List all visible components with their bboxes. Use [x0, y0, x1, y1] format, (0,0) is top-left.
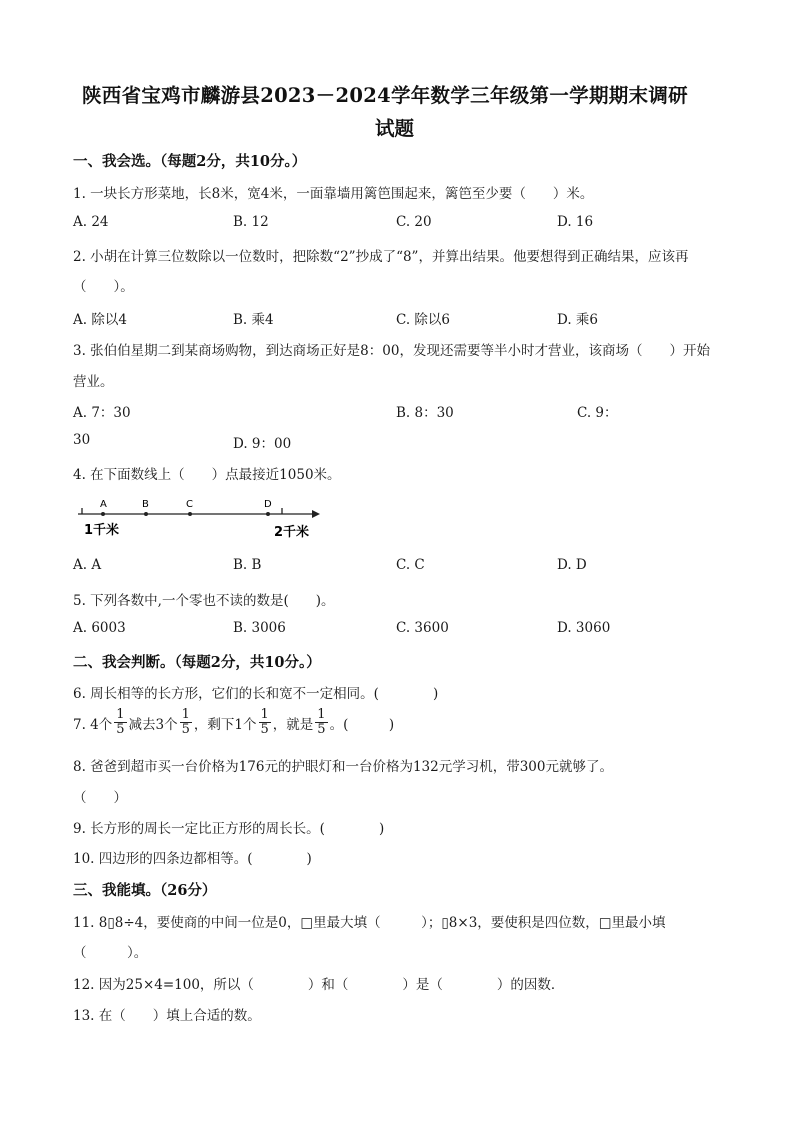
- point-b-label: B: [142, 499, 149, 510]
- q7-part1: 7. 4个: [73, 716, 113, 733]
- q4-option-d: D. D: [557, 557, 587, 573]
- q3-option-a: A. 7：30: [73, 405, 131, 421]
- question-6: 6. 周长相等的长方形，它们的长和宽不一定相同。( ): [73, 686, 439, 702]
- number-line: [70, 492, 330, 542]
- end-label: 2千米: [274, 525, 310, 540]
- question-13: 13. 在（ ）填上合适的数。: [73, 1008, 261, 1024]
- question-7: [73, 708, 394, 737]
- q3-option-d: D. 9：00: [233, 436, 292, 452]
- q5-option-b: B. 3006: [233, 620, 286, 636]
- q3-option-c: C. 9：: [577, 405, 618, 421]
- question-1: 1. 一块长方形菜地，长8米，宽4米，一面靠墙用篱笆围起来，篱笆至少要（ ）米。: [73, 186, 594, 202]
- question-3: 3. 张伯伯星期二到某商场购物，到达商场正好是8：00，发现还需要等半小时才营业，该商场（ ）开始: [73, 343, 710, 359]
- point-c-label: C: [186, 499, 193, 510]
- point-b: [144, 512, 148, 516]
- section-heading-judge: 二、我会判断。（每题2分，共10分。）: [73, 654, 321, 671]
- q2-option-c: C. 除以6: [396, 312, 451, 328]
- point-d: [266, 512, 270, 516]
- q1-option-a: A. 24: [73, 214, 109, 230]
- q4-option-b: B. B: [233, 557, 262, 573]
- q7-part4: ，就是: [272, 716, 314, 733]
- question-2-cont: （ ）。: [73, 279, 134, 295]
- fraction-one-fifth: $\frac{1}{5}$: [181, 707, 190, 737]
- q2-option-b: B. 乘4: [233, 312, 274, 328]
- section-heading-fill: 三、我能填。（26分）: [73, 882, 217, 899]
- start-label: 1千米: [84, 523, 120, 538]
- q2-option-d: D. 乘6: [557, 312, 599, 328]
- point-a: [101, 512, 105, 516]
- q4-option-a: A. A: [73, 557, 102, 573]
- q1-option-b: B. 12: [233, 214, 269, 230]
- fraction-one-fifth: $\frac{1}{5}$: [260, 707, 269, 737]
- page-title: 陕西省宝鸡市麟游县2023－2024学年数学三年级第一学期期末调研: [82, 84, 688, 107]
- question-4: 4. 在下面数线上（ ）点最接近1050米。: [73, 467, 341, 483]
- question-3-cont: 营业。: [73, 374, 114, 390]
- section-heading-choice: 一、我会选。（每题2分，共10分。）: [73, 153, 307, 170]
- q4-option-c: C. C: [396, 557, 425, 573]
- fraction-one-fifth: $\frac{1}{5}$: [317, 707, 326, 737]
- number-line-arrow: [312, 510, 320, 518]
- point-c: [188, 512, 192, 516]
- q1-option-c: C. 20: [396, 214, 432, 230]
- q5-option-c: C. 3600: [396, 620, 449, 636]
- question-10: 10. 四边形的四条边都相等。( ): [73, 851, 312, 867]
- q3-option-c-cont: 30: [73, 432, 91, 448]
- q7-part5: 。( ): [329, 716, 395, 733]
- point-a-label: A: [100, 499, 107, 510]
- question-2: 2. 小胡在计算三位数除以一位数时，把除数“2”抄成了“8”，并算出结果。他要想得到正确结果，应该再: [73, 249, 689, 265]
- question-9: 9. 长方形的周长一定比正方形的周长长。( ): [73, 821, 385, 837]
- q5-option-d: D. 3060: [557, 620, 611, 636]
- question-12: 12. 因为25×4=100，所以（ ）和（ ）是（ ）的因数．: [73, 977, 565, 993]
- q5-option-a: A. 6003: [73, 620, 126, 636]
- q7-part2: 减去3个: [128, 716, 178, 733]
- point-d-label: D: [264, 499, 272, 510]
- question-5: 5. 下列各数中,一个零也不读的数是( )。: [73, 593, 335, 609]
- page-title-line2: 试题: [375, 117, 415, 140]
- q2-option-a: A. 除以4: [73, 312, 127, 328]
- fraction-one-fifth: $\frac{1}{5}$: [116, 707, 125, 737]
- question-8-cont: （ ）: [73, 790, 127, 806]
- q3-option-b: B. 8：30: [396, 405, 454, 421]
- question-11: 11. 8▯8÷4，要使商的中间一位是0，□里最大填（ ）；▯8×3，要使积是四位数，□里最小填: [73, 915, 666, 931]
- question-8: 8. 爸爸到超市买一台价格为176元的护眼灯和一台价格为132元学习机，带300元就够了。: [73, 759, 613, 775]
- question-11-cont: （ ）。: [73, 945, 148, 961]
- q1-option-d: D. 16: [557, 214, 594, 230]
- q7-part3: ，剩下1个: [193, 716, 257, 733]
